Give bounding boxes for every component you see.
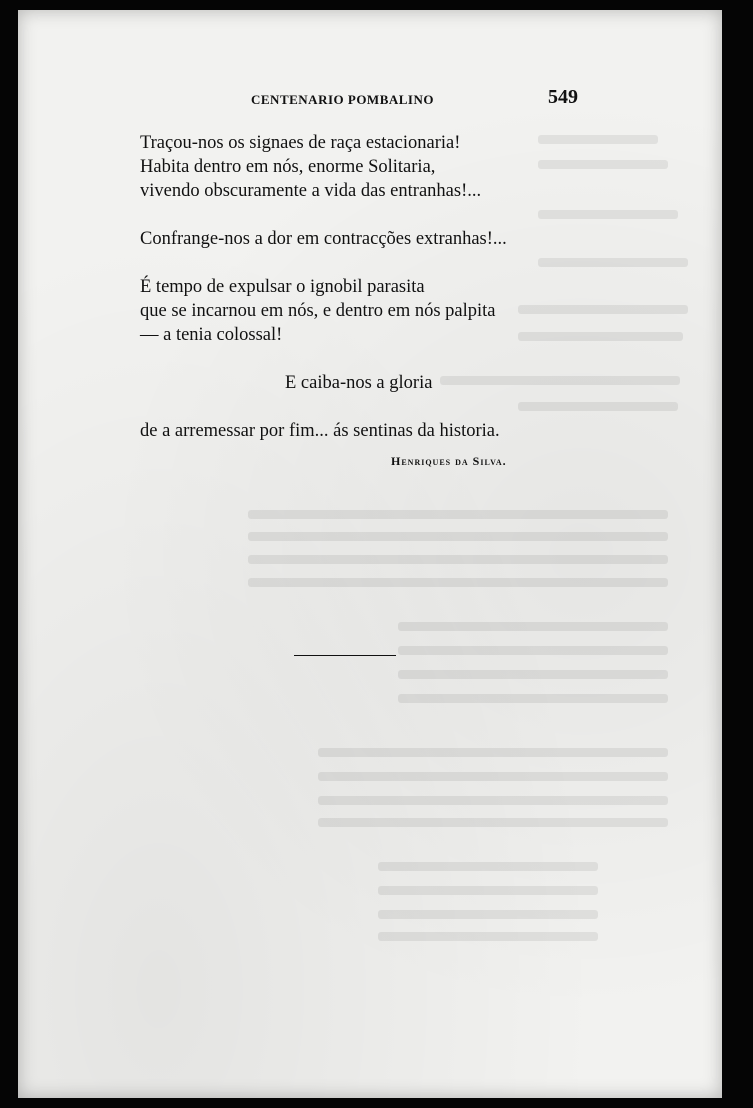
bleed-through-text	[398, 622, 668, 631]
bleed-through-text	[378, 910, 598, 919]
bleed-through-text	[378, 862, 598, 871]
bleed-through-text	[538, 258, 688, 267]
bleed-through-text	[318, 818, 668, 827]
bleed-through-text	[440, 376, 680, 385]
poem-line: É tempo de expulsar o ignobil parasita	[140, 277, 425, 297]
poem-line: vivendo obscuramente a vida das entranhas!...	[140, 181, 482, 201]
bleed-through-text	[538, 210, 678, 219]
poem-line: de a arremessar por fim... ás sentinas da historia.	[140, 421, 500, 441]
bleed-through-text	[318, 748, 668, 757]
poem-line: Confrange-nos a dor em contracções extranhas!...	[140, 229, 507, 249]
section-divider-rule	[294, 655, 396, 656]
bleed-through-text	[248, 555, 668, 564]
poem-line: — a tenia colossal!	[140, 325, 283, 345]
bleed-through-text	[538, 160, 668, 169]
poem-line: Traçou-nos os signaes de raça estacionaria!	[140, 133, 461, 153]
bleed-through-text	[518, 305, 688, 314]
bleed-through-text	[318, 796, 668, 805]
bleed-through-text	[398, 694, 668, 703]
bleed-through-text	[248, 532, 668, 541]
bleed-through-text	[378, 932, 598, 941]
bleed-through-text	[518, 332, 683, 341]
bleed-through-text	[248, 510, 668, 519]
bleed-through-text	[378, 886, 598, 895]
poem-line: Habita dentro em nós, enorme Solitaria,	[140, 157, 436, 177]
running-head-title: CENTENARIO POMBALINO	[251, 92, 434, 107]
bleed-through-text	[518, 402, 678, 411]
bleed-through-text	[398, 646, 668, 655]
bleed-through-text	[398, 670, 668, 679]
author-signature: Henriques da Silva.	[391, 454, 507, 468]
page-number: 549	[548, 86, 578, 108]
bleed-through-text	[318, 772, 668, 781]
poem-line: E caiba-nos a gloria	[285, 373, 433, 393]
poem-line: que se incarnou em nós, e dentro em nós palpita	[140, 301, 496, 321]
bleed-through-text	[248, 578, 668, 587]
bleed-through-text	[538, 135, 658, 144]
book-page	[18, 10, 722, 1098]
